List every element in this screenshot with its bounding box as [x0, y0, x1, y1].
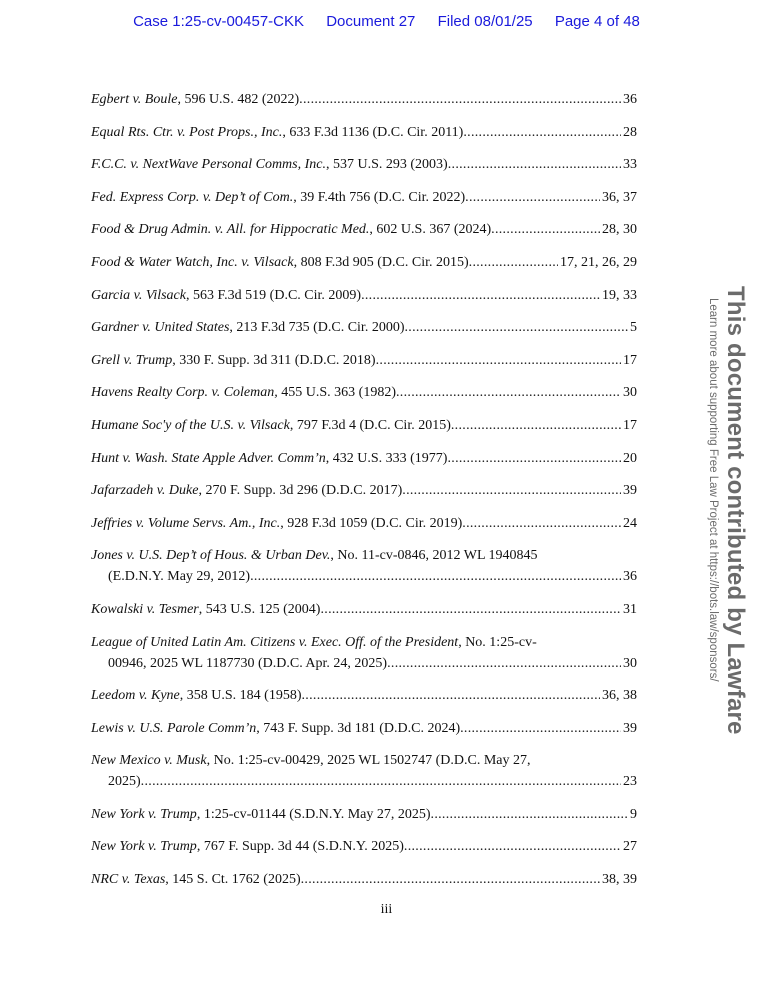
dot-leader — [387, 653, 621, 674]
page-refs: 31 — [623, 601, 637, 617]
case-name: Food & Water Watch, Inc. v. Vilsack — [91, 254, 294, 270]
citation-line — [91, 285, 637, 306]
citation-label — [91, 187, 465, 208]
citation-entry — [91, 317, 637, 338]
citation-continuation: (E.D.N.Y. May 29, 2012) — [108, 569, 251, 585]
citation-text: , 543 U.S. 125 (2004) — [198, 601, 321, 617]
dot-leader — [302, 685, 601, 706]
citation-text: , 537 U.S. 293 (2003) — [326, 157, 448, 173]
case-name: F.C.C. v. NextWave Personal Comms, Inc. — [91, 157, 326, 173]
case-name: Lewis v. U.S. Parole Comm’n — [91, 720, 257, 736]
dot-leader — [299, 89, 621, 110]
dot-leader — [463, 122, 621, 143]
citation-text: , 797 F.3d 4 (D.C. Cir. 2015) — [289, 417, 451, 433]
dot-leader — [462, 513, 621, 534]
citation-label — [91, 252, 469, 273]
ecf-header — [0, 13, 773, 30]
citation-entry — [91, 750, 637, 792]
dot-leader — [465, 187, 600, 208]
page-refs: 27 — [623, 839, 637, 855]
dot-leader — [361, 285, 600, 306]
case-name: Grell v. Trump — [91, 352, 173, 368]
dot-leader — [301, 869, 600, 890]
case-name: Hunt v. Wash. State Apple Adver. Comm’n — [91, 450, 326, 466]
page-refs: 20 — [623, 450, 637, 466]
citation-line — [91, 599, 637, 620]
citation-line — [91, 350, 637, 371]
dot-leader — [396, 382, 621, 403]
page-refs: 38, 39 — [602, 872, 637, 888]
citation-label — [91, 718, 460, 739]
dot-leader — [404, 836, 621, 857]
dot-leader — [460, 718, 621, 739]
citation-line — [91, 382, 637, 403]
page-refs: 39 — [623, 483, 637, 499]
citation-first-line — [91, 632, 637, 653]
document-number: Document 27 — [326, 13, 416, 30]
citation-text: , 633 F.3d 1136 (D.C. Cir. 2011) — [282, 124, 464, 140]
citation-label — [91, 122, 463, 143]
citation-label — [91, 836, 404, 857]
citation-line — [91, 415, 637, 436]
citation-line — [91, 448, 637, 469]
citation-label — [91, 382, 396, 403]
dot-leader — [404, 317, 628, 338]
page-refs: 23 — [623, 774, 637, 790]
page-indicator: Page 4 of 48 — [554, 13, 640, 30]
citation-continuation: 2025) — [108, 774, 141, 790]
citation-entry — [91, 350, 637, 371]
page-refs: 36 — [623, 569, 637, 585]
citation-line — [91, 804, 637, 825]
citation-entry — [91, 448, 637, 469]
citation-entry — [91, 382, 637, 403]
table-of-authorities — [91, 89, 637, 902]
case-name: Humane Soc'y of the U.S. v. Vilsack — [91, 417, 290, 433]
page-refs: 17, 21, 26, 29 — [560, 254, 637, 270]
case-name: Kowalski v. Tesmer — [91, 601, 199, 617]
page-refs: 9 — [630, 806, 637, 822]
case-number: Case 1:25-cv-00457-CKK — [133, 13, 305, 30]
citation-entry — [91, 836, 637, 857]
dot-leader — [447, 448, 621, 469]
citation-entry — [91, 480, 637, 501]
citation-line — [91, 869, 637, 890]
citation-entry — [91, 804, 637, 825]
dot-leader — [469, 252, 558, 273]
citation-label — [91, 350, 376, 371]
watermark-title: This document contributed by Lawfare — [722, 286, 749, 735]
citation-text: , 743 F. Supp. 3d 181 (D.D.C. 2024) — [256, 720, 461, 736]
citation-text: , No. 11-cv-0846, 2012 WL 1940845 — [330, 548, 538, 564]
case-name: Food & Drug Admin. v. All. for Hippocratic Med. — [91, 222, 370, 238]
citation-label — [91, 219, 491, 240]
citation-entry — [91, 252, 637, 273]
citation-line — [91, 685, 637, 706]
citation-last-line — [91, 771, 637, 792]
citation-text: , 145 S. Ct. 1762 (2025) — [165, 872, 301, 888]
case-name: New York v. Trump — [91, 839, 197, 855]
citation-label — [91, 869, 301, 890]
citation-text: , 432 U.S. 333 (1977) — [325, 450, 448, 466]
page-refs: 17 — [623, 417, 637, 433]
citation-text: , 563 F.3d 519 (D.C. Cir. 2009) — [186, 287, 362, 303]
citation-last-line — [91, 566, 637, 587]
citation-last-line — [91, 653, 637, 674]
page-refs: 17 — [623, 352, 637, 368]
case-name: Egbert v. Boule — [91, 92, 178, 107]
citation-entry — [91, 154, 637, 175]
citation-text: , 330 F. Supp. 3d 311 (D.D.C. 2018) — [172, 352, 376, 368]
citation-text: , 602 U.S. 367 (2024) — [369, 222, 492, 238]
citation-entry — [91, 187, 637, 208]
case-name: Jeffries v. Volume Servs. Am., Inc. — [91, 515, 281, 531]
citation-label — [91, 480, 402, 501]
citation-line — [91, 219, 637, 240]
citation-line — [91, 513, 637, 534]
citation-line — [91, 718, 637, 739]
case-name: League of United Latin Am. Citizens v. Exec. Off. of the President — [91, 634, 459, 650]
page-refs: 36 — [623, 92, 637, 107]
page-refs: 28, 30 — [602, 222, 637, 238]
citation-label — [91, 154, 448, 175]
citation-entry — [91, 545, 637, 587]
citation-entry — [91, 599, 637, 620]
citation-line — [91, 154, 637, 175]
citation-entry — [91, 122, 637, 143]
citation-label — [91, 804, 431, 825]
citation-line — [91, 187, 637, 208]
page-refs: 19, 33 — [602, 287, 637, 303]
citation-entry — [91, 513, 637, 534]
citation-text: , 358 U.S. 184 (1958) — [179, 688, 302, 704]
citation-label — [91, 89, 299, 110]
case-name: Leedom v. Kyne — [91, 688, 180, 704]
dot-leader — [376, 350, 621, 371]
citation-line — [91, 89, 637, 110]
page-refs: 33 — [623, 157, 637, 173]
dot-leader — [402, 480, 621, 501]
citation-text: , 808 F.3d 905 (D.C. Cir. 2015) — [293, 254, 469, 270]
case-name: Jones v. U.S. Dep’t of Hous. & Urban Dev. — [91, 548, 331, 564]
citation-label — [91, 415, 451, 436]
citation-entry — [91, 869, 637, 890]
citation-line — [91, 252, 637, 273]
citation-entry — [91, 219, 637, 240]
page-refs: 30 — [623, 385, 637, 401]
citation-label — [91, 599, 320, 620]
citation-first-line — [91, 545, 637, 566]
citation-text: , 39 F.4th 756 (D.C. Cir. 2022) — [293, 189, 466, 205]
citation-text: , 767 F. Supp. 3d 44 (S.D.N.Y. 2025) — [196, 839, 404, 855]
citation-entry — [91, 285, 637, 306]
citation-entry — [91, 685, 637, 706]
filed-date: Filed 08/01/25 — [437, 13, 533, 30]
citation-entry — [91, 415, 637, 436]
case-name: Havens Realty Corp. v. Coleman, — [91, 385, 278, 401]
case-name: Gardner v. United States — [91, 320, 230, 336]
page-refs: 24 — [623, 515, 637, 531]
citation-text: , No. 1:25-cv- — [458, 634, 537, 650]
dot-leader — [320, 599, 621, 620]
page-refs: 30 — [623, 655, 637, 671]
lawfare-watermark — [690, 286, 750, 735]
citation-line — [91, 122, 637, 143]
citation-label — [91, 513, 462, 534]
citation-label — [91, 285, 361, 306]
citation-line — [91, 317, 637, 338]
dot-leader — [431, 804, 628, 825]
case-name: Garcia v. Vilsack — [91, 287, 186, 303]
citation-entry — [91, 718, 637, 739]
case-name: New Mexico v. Musk — [91, 753, 207, 769]
watermark-subtitle: Learn more about supporting Free Law Project at https://bots.law/sponsors/ — [707, 298, 719, 682]
citation-text: , No. 1:25-cv-00429, 2025 WL 1502747 (D.D.C. May 27, — [206, 753, 531, 769]
page-refs: 28 — [623, 124, 637, 140]
dot-leader — [491, 219, 600, 240]
citation-text: , 213 F.3d 735 (D.C. Cir. 2000) — [229, 320, 405, 336]
case-name: Jafarzadeh v. Duke — [91, 483, 199, 499]
citation-label — [91, 317, 404, 338]
page-refs: 36, 38 — [602, 688, 637, 704]
citation-entry — [91, 89, 637, 110]
citation-line — [91, 480, 637, 501]
citation-text: , 270 F. Supp. 3d 296 (D.D.C. 2017) — [198, 483, 403, 499]
case-name: New York v. Trump — [91, 806, 197, 822]
dot-leader — [141, 771, 621, 792]
citation-label — [91, 448, 447, 469]
citation-text: , 596 U.S. 482 (2022) — [177, 92, 300, 107]
citation-text: , 1:25-cv-01144 (S.D.N.Y. May 27, 2025) — [196, 806, 431, 822]
case-name: NRC v. Texas — [91, 872, 166, 888]
page-refs: 39 — [623, 720, 637, 736]
case-name: Equal Rts. Ctr. v. Post Props., Inc. — [91, 124, 283, 140]
citation-entry — [91, 632, 637, 674]
case-name: Fed. Express Corp. v. Dep’t of Com. — [91, 189, 294, 205]
citation-line — [91, 836, 637, 857]
citation-text: , 928 F.3d 1059 (D.C. Cir. 2019) — [280, 515, 463, 531]
dot-leader — [250, 566, 621, 587]
citation-text: 455 U.S. 363 (1982) — [277, 385, 396, 401]
dot-leader — [448, 154, 621, 175]
page-refs: 36, 37 — [602, 189, 637, 205]
citation-continuation: 00946, 2025 WL 1187730 (D.D.C. Apr. 24, 2025) — [108, 655, 388, 671]
citation-first-line — [91, 750, 637, 771]
page-number: iii — [380, 902, 393, 917]
page-refs: 5 — [630, 320, 637, 336]
dot-leader — [451, 415, 621, 436]
citation-label — [91, 685, 302, 706]
